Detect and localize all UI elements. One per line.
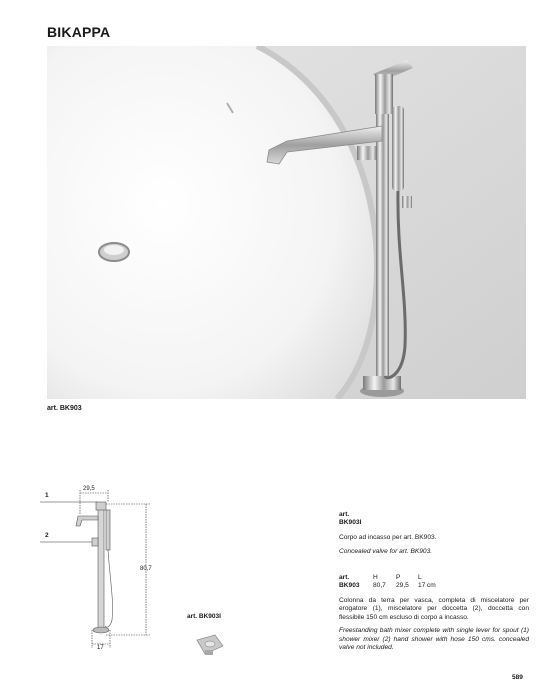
spec-code: BK903 — [339, 582, 360, 589]
spec-mixer-block — [339, 597, 529, 652]
spec-desc-it: Corpo ad incasso per art. BK903. — [339, 533, 437, 541]
unit: cm — [427, 582, 436, 589]
val-h: 80,7 — [373, 582, 386, 589]
callout-2: 2 — [45, 532, 49, 539]
insert-caption: art. BK903I — [187, 613, 221, 620]
dim-base-label: 17 — [97, 645, 104, 651]
spec-art-label: art. — [339, 511, 350, 518]
col-h: H — [373, 574, 378, 581]
spec-desc-en: Concealed valve for art. BK903. — [339, 548, 433, 556]
technical-drawing — [40, 480, 170, 660]
spec-art-label: art. — [339, 574, 350, 581]
dim-width-label: 29,5 — [83, 486, 95, 492]
col-l: L — [418, 574, 422, 581]
callout-1: 1 — [45, 492, 49, 499]
spec-mixer-desc-en: Freestanding bath mixer complete with single lever for spout (1) shower mixer (2) hand shower with hose 150 cms. concealed valve not included. — [339, 627, 529, 652]
brand-title: BIKAPPA — [47, 24, 111, 40]
product-photo — [47, 46, 526, 399]
spec-concealed-block — [339, 511, 529, 557]
photo-caption: art. BK903 — [47, 405, 82, 412]
val-l: 17 — [418, 582, 426, 589]
spec-mixer-desc-it: Colonna da terra per vasca, completa di miscelatore per erogatore (1), miscelatore per doccetta (2), doccetta con flessibile 150 cm escluso di corpo a incasso. — [339, 597, 529, 621]
spec-code: BK903I — [339, 519, 362, 527]
col-p: P — [396, 574, 401, 581]
page-number: 589 — [512, 674, 523, 681]
concealed-valve-image — [193, 632, 225, 658]
dimension-row — [339, 582, 529, 591]
dim-height-label: 80,7 — [140, 566, 152, 572]
val-p: 29,5 — [396, 582, 409, 589]
